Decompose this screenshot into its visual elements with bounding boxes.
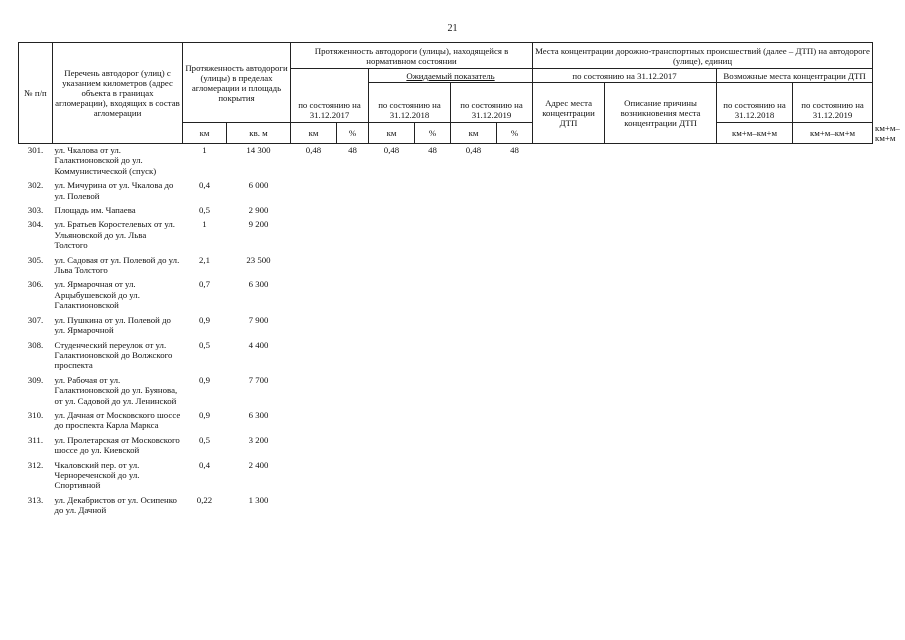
possible-2018 — [717, 374, 793, 409]
row-number: 313. — [27, 494, 44, 505]
possible-2019 — [793, 218, 873, 253]
norm-2019-km — [451, 494, 497, 519]
dtp-address — [533, 144, 605, 180]
row-number: 304. — [27, 219, 44, 230]
header-possible-2018: по состоянию на 31.12.2018 — [717, 83, 793, 123]
possible-2019 — [793, 494, 873, 519]
row-number: 309. — [27, 374, 44, 385]
header-normative-2018: по состоянию на 31.12.2018 — [369, 83, 451, 123]
dtp-address — [533, 459, 605, 494]
row-number: 310. — [27, 409, 44, 420]
possible-2018 — [717, 204, 793, 218]
norm-2019-km — [451, 204, 497, 218]
header-address: Адрес места концентрации ДТП — [533, 83, 605, 144]
dtp-reason — [605, 179, 717, 204]
row-number: 311. — [27, 434, 44, 445]
norm-2017-km — [291, 278, 337, 313]
norm-2018-km — [369, 314, 415, 339]
dtp-reason — [605, 409, 717, 434]
length-km: 0,5 — [199, 339, 210, 350]
norm-2019-pct — [497, 278, 533, 313]
row-number: 305. — [27, 254, 44, 265]
unit-2019-pct: % — [497, 123, 533, 144]
norm-2019-pct — [497, 218, 533, 253]
possible-2018 — [717, 179, 793, 204]
length-km: 0,9 — [199, 374, 210, 385]
norm-2017-pct: 48 — [348, 145, 357, 155]
possible-2019 — [793, 409, 873, 434]
norm-2017-pct — [337, 409, 369, 434]
possible-2019 — [793, 459, 873, 494]
length-km: 2,1 — [199, 254, 210, 265]
norm-2017-km — [291, 254, 337, 279]
header-normative: Протяженность автодороги (улицы), находящейся в нормативном состоянии — [291, 43, 533, 69]
header-length: Протяженность автодороги (улицы) в пределах агломерации и площадь покрытия — [183, 43, 291, 123]
dtp-address — [533, 314, 605, 339]
norm-2018-pct — [415, 409, 451, 434]
table-row — [19, 204, 873, 218]
norm-2018-pct — [415, 254, 451, 279]
norm-2017-km — [291, 179, 337, 204]
norm-2018-pct — [415, 339, 451, 374]
road-name: Чкаловский пер. от ул. Чернореченской до ул. Спортивной — [54, 459, 140, 491]
area-kvm: 7 700 — [248, 374, 269, 385]
header-dtp-2017: по состоянию на 31.12.2017 — [533, 69, 717, 83]
area-kvm: 6 000 — [248, 180, 269, 191]
area-kvm: 2 900 — [248, 205, 269, 216]
header-num: № п/п — [19, 43, 53, 144]
norm-2018-pct — [415, 494, 451, 519]
dtp-address — [533, 254, 605, 279]
area-kvm: 1 300 — [248, 494, 269, 505]
norm-2019-pct — [497, 409, 533, 434]
norm-2018-km — [369, 218, 415, 253]
possible-2019 — [793, 204, 873, 218]
area-kvm: 7 900 — [248, 314, 269, 325]
table-row — [19, 254, 873, 279]
row-number: 307. — [27, 314, 44, 325]
header-list: Перечень автодорог (улиц) с указанием километров (адрес объекта в границах агломерации), входящих в состав агломерации — [53, 43, 183, 144]
header-possible-2019: по состоянию на 31.12.2019 — [793, 83, 873, 123]
area-kvm: 2 400 — [248, 459, 269, 470]
norm-2017-km — [291, 459, 337, 494]
area-kvm: 6 300 — [248, 279, 269, 290]
possible-2019 — [793, 179, 873, 204]
unit-possible-2018-kmm: км+м–км+м — [793, 123, 873, 144]
table-row — [19, 314, 873, 339]
possible-2019 — [793, 314, 873, 339]
norm-2018-pct — [415, 374, 451, 409]
dtp-reason — [605, 254, 717, 279]
unit-length-km: км — [183, 123, 227, 144]
dtp-reason — [605, 459, 717, 494]
possible-2018 — [717, 494, 793, 519]
possible-2018 — [717, 144, 793, 180]
norm-2019-km — [451, 374, 497, 409]
norm-2017-km — [291, 314, 337, 339]
possible-2018 — [717, 459, 793, 494]
norm-2018-pct — [415, 204, 451, 218]
area-kvm: 9 200 — [248, 219, 269, 230]
road-name: ул. Ярмарочная от ул. Арцыбушевской до ул. Галактионовской — [54, 279, 140, 311]
norm-2017-pct — [337, 179, 369, 204]
norm-2019-pct — [497, 434, 533, 459]
unit-2018-pct: % — [415, 123, 451, 144]
norm-2018-km: 0,48 — [383, 145, 400, 155]
dtp-reason — [605, 218, 717, 253]
possible-2019 — [793, 374, 873, 409]
norm-2018-km — [369, 434, 415, 459]
header-reason: Описание причины возникновения места концентрации ДТП — [605, 83, 717, 144]
dtp-reason — [605, 144, 717, 180]
length-km: 0,9 — [199, 314, 210, 325]
norm-2018-pct — [415, 218, 451, 253]
area-kvm: 3 200 — [248, 434, 269, 445]
row-number: 302. — [27, 180, 44, 191]
dtp-address — [533, 278, 605, 313]
norm-2017-km — [291, 494, 337, 519]
norm-2018-pct — [415, 179, 451, 204]
norm-2019-pct — [497, 459, 533, 494]
norm-2017-km — [291, 374, 337, 409]
length-km: 1 — [202, 219, 207, 230]
row-number: 308. — [27, 339, 44, 350]
header-possible: Возможные места концентрации ДТП — [717, 69, 873, 83]
table-header: № п/п Перечень автодорог (улиц) с указанием километров (адрес объекта в границах агломерации), входящих в состав агломерации Протяженность автодороги (улицы) в пределах агломерации и площадь покрытия Протяженность автодороги (улицы), находящейся в нормативном состоянии Места концентрации дорожно-транспортных происшествий (далее – ДТП) на автодороге (улице), единиц по состоянию на 31.12.2017 Ожидаемый показатель по состоянию на 31.12.2017 Возможные места концентрации ДТП по состоянию на 31.12.2018 по состоянию на 31.12.2019 Адрес места концентрации ДТП Описание причины возникновения места концентрации ДТП по состоянию на 31.12.2018 по состоянию на 31.12.2019 км кв. м км % км % км % км+м–км+м км+м–км+м км+м–км+м — [19, 43, 873, 144]
dtp-address — [533, 179, 605, 204]
road-name: ул. Дачная от Московского шоссе до проспекта Карла Маркса — [54, 409, 181, 431]
norm-2018-km — [369, 374, 415, 409]
norm-2018-km — [369, 278, 415, 313]
dtp-address — [533, 374, 605, 409]
norm-2018-km — [369, 339, 415, 374]
norm-2017-km: 0,48 — [305, 145, 322, 155]
norm-2017-pct — [337, 204, 369, 218]
road-name: ул. Декабристов от ул. Осипенко до ул. Дачной — [54, 494, 177, 516]
norm-2019-pct — [497, 204, 533, 218]
area-kvm: 4 400 — [248, 339, 269, 350]
norm-2019-km: 0,48 — [465, 145, 482, 155]
table-row — [19, 494, 873, 519]
table-row — [19, 218, 873, 253]
table-row — [19, 179, 873, 204]
length-km: 0,22 — [196, 494, 213, 505]
length-km: 0,5 — [199, 205, 210, 216]
dtp-address — [533, 204, 605, 218]
norm-2018-pct — [415, 434, 451, 459]
norm-2017-pct — [337, 374, 369, 409]
table-row — [19, 144, 873, 180]
table-row — [19, 339, 873, 374]
possible-2019 — [793, 254, 873, 279]
unit-2017-km: км — [291, 123, 337, 144]
possible-2018 — [717, 218, 793, 253]
dtp-reason — [605, 434, 717, 459]
norm-2019-km — [451, 459, 497, 494]
norm-2019-pct — [497, 254, 533, 279]
road-name: ул. Садовая от ул. Полевой до ул. Льва Толстого — [54, 254, 180, 276]
norm-2017-km — [291, 339, 337, 374]
possible-2018 — [717, 254, 793, 279]
norm-2019-pct: 48 — [510, 145, 519, 155]
norm-2017-km — [291, 204, 337, 218]
length-km: 1 — [202, 145, 207, 155]
norm-2019-pct — [497, 494, 533, 519]
norm-2019-km — [451, 409, 497, 434]
dtp-address — [533, 494, 605, 519]
area-kvm: 6 300 — [248, 409, 269, 420]
length-km: 0,4 — [199, 180, 210, 191]
road-name: Площадь им. Чапаева — [54, 205, 136, 216]
row-number: 301. — [27, 145, 44, 155]
length-km: 0,4 — [199, 459, 210, 470]
length-km: 0,5 — [199, 434, 210, 445]
dtp-reason — [605, 494, 717, 519]
possible-2019 — [793, 144, 873, 180]
area-kvm: 14 300 — [246, 145, 271, 155]
area-kvm: 23 500 — [246, 254, 271, 265]
possible-2018 — [717, 314, 793, 339]
dtp-address — [533, 339, 605, 374]
unit-2017-pct: % — [337, 123, 369, 144]
norm-2017-pct — [337, 459, 369, 494]
norm-2019-km — [451, 278, 497, 313]
norm-2018-km — [369, 204, 415, 218]
norm-2017-km — [291, 434, 337, 459]
possible-2019 — [793, 339, 873, 374]
dtp-reason — [605, 374, 717, 409]
norm-2019-pct — [497, 339, 533, 374]
norm-2018-pct — [415, 278, 451, 313]
road-name: ул. Рабочая от ул. Галактионовской до ул. Буянова, от ул. Садовой до ул. Ленинской — [54, 374, 178, 406]
dtp-reason — [605, 278, 717, 313]
norm-2019-km — [451, 179, 497, 204]
possible-2018 — [717, 278, 793, 313]
norm-2019-km — [451, 314, 497, 339]
length-km: 0,9 — [199, 409, 210, 420]
norm-2017-pct — [337, 339, 369, 374]
unit-2018-km: км — [369, 123, 415, 144]
road-name: ул. Пушкина от ул. Полевой до ул. Ярмарочной — [54, 314, 171, 336]
row-number: 306. — [27, 279, 44, 290]
unit-2019-km: км — [451, 123, 497, 144]
norm-2019-km — [451, 434, 497, 459]
norm-2019-pct — [497, 179, 533, 204]
possible-2019 — [793, 434, 873, 459]
page-number: 21 — [447, 23, 458, 34]
norm-2017-pct — [337, 494, 369, 519]
norm-2017-km — [291, 409, 337, 434]
header-normative-2019: по состоянию на 31.12.2019 — [451, 83, 533, 123]
possible-2018 — [717, 409, 793, 434]
norm-2017-pct — [337, 278, 369, 313]
norm-2017-pct — [337, 218, 369, 253]
norm-2018-km — [369, 254, 415, 279]
dtp-reason — [605, 314, 717, 339]
norm-2018-km — [369, 179, 415, 204]
dtp-address — [533, 434, 605, 459]
header-expected: Ожидаемый показатель — [369, 69, 533, 83]
possible-2018 — [717, 434, 793, 459]
unit-length-kvm: кв. м — [227, 123, 291, 144]
header-normative-2017: по состоянию на 31.12.2017 — [291, 69, 369, 123]
norm-2017-pct — [337, 254, 369, 279]
table-row — [19, 434, 873, 459]
road-name: ул. Мичурина от ул. Чкалова до ул. Полевой — [54, 180, 174, 201]
norm-2017-pct — [337, 434, 369, 459]
table-row — [19, 459, 873, 494]
norm-2018-pct — [415, 314, 451, 339]
norm-2019-km — [451, 339, 497, 374]
table-body — [19, 144, 873, 519]
norm-2018-km — [369, 459, 415, 494]
norm-2018-pct — [415, 459, 451, 494]
possible-2018 — [717, 339, 793, 374]
dtp-address — [533, 218, 605, 253]
table-row — [19, 409, 873, 434]
norm-2019-pct — [497, 374, 533, 409]
row-number: 303. — [27, 205, 44, 216]
row-number: 312. — [27, 459, 44, 470]
road-name: ул. Пролетарская от Московского шоссе до ул. Киевской — [54, 434, 180, 456]
norm-2017-km — [291, 218, 337, 253]
road-name: Студенческий переулок от ул. Галактионовской до Волжского проспекта — [54, 339, 173, 371]
road-name: ул. Чкалова от ул. Галактионовской до ул. Коммунистической (спуск) — [54, 145, 157, 176]
norm-2018-pct: 48 — [428, 145, 437, 155]
table-row — [19, 278, 873, 313]
norm-2019-km — [451, 218, 497, 253]
norm-2017-pct — [337, 314, 369, 339]
dtp-reason — [605, 339, 717, 374]
norm-2019-pct — [497, 314, 533, 339]
unit-address-kmm: км+м–км+м — [717, 123, 793, 144]
table-row — [19, 374, 873, 409]
norm-2018-km — [369, 409, 415, 434]
norm-2019-km — [451, 254, 497, 279]
header-dtp: Места концентрации дорожно-транспортных происшествий (далее – ДТП) на автодороге (улице), единиц — [533, 43, 873, 69]
dtp-reason — [605, 204, 717, 218]
possible-2019 — [793, 278, 873, 313]
road-name: ул. Братьев Коростелевых от ул. Ульяновской до ул. Льва Толстого — [54, 219, 175, 251]
length-km: 0,7 — [199, 279, 210, 290]
norm-2018-km — [369, 494, 415, 519]
roads-table — [18, 42, 900, 519]
dtp-address — [533, 409, 605, 434]
